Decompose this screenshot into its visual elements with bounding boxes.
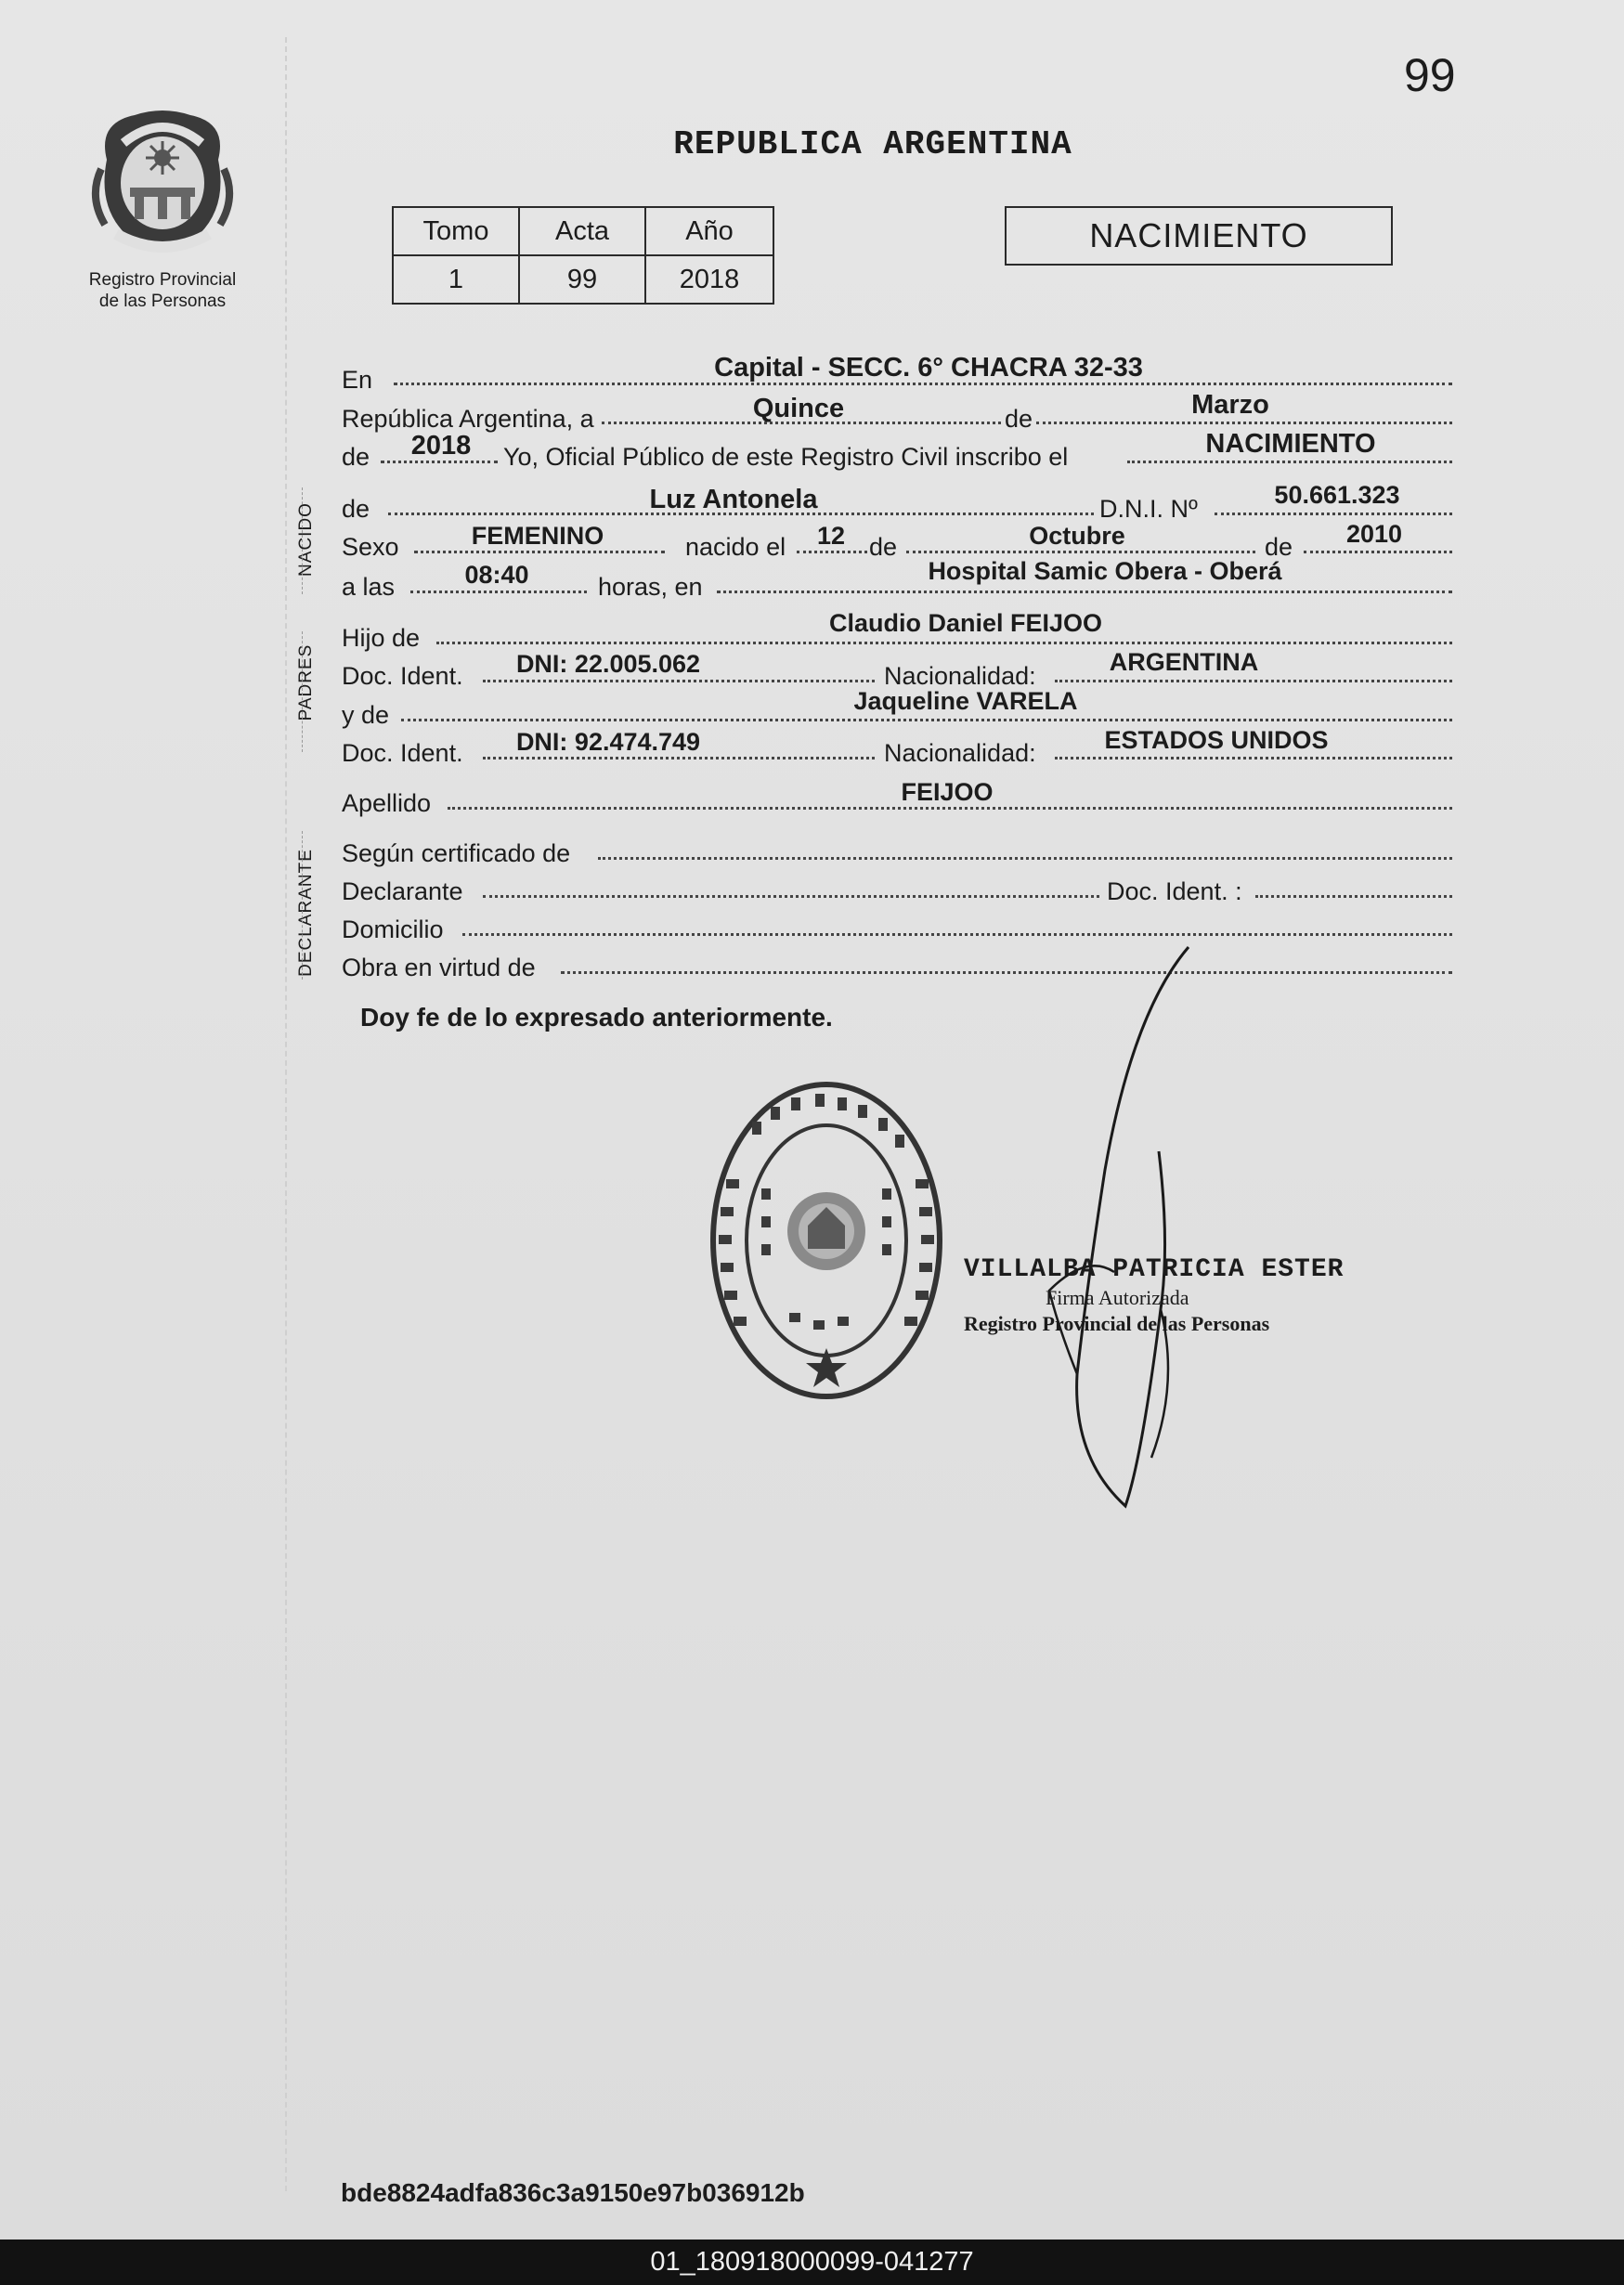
father-name-value: Claudio Daniel FEIJOO bbox=[828, 609, 1103, 637]
child-dni-value: 50.661.323 bbox=[1274, 481, 1400, 509]
obra-label: Obra en virtud de bbox=[342, 954, 536, 981]
birth-month-value: Octubre bbox=[1029, 522, 1125, 550]
certificado-label: Según certificado de bbox=[342, 839, 571, 867]
acta-value: 99 bbox=[519, 255, 645, 304]
year-value: 2018 bbox=[410, 431, 472, 461]
horas-label: horas, en bbox=[598, 573, 703, 601]
signer-role: Firma Autorizada bbox=[1046, 1286, 1189, 1309]
tomo-header: Tomo bbox=[393, 207, 519, 255]
day-value: Quince bbox=[752, 394, 845, 423]
signer-office: Registro Provincial de las Personas bbox=[964, 1312, 1270, 1335]
registry-name-caption: Registro Provincial de las Personas bbox=[88, 270, 237, 311]
mother-name-value: Jaqueline VARELA bbox=[853, 687, 1078, 715]
footer-code-bar bbox=[0, 2240, 1624, 2285]
birth-place-value: Hospital Samic Obera - Oberá bbox=[928, 557, 1282, 585]
margin-line bbox=[285, 37, 287, 2191]
handwritten-signature bbox=[1021, 938, 1226, 1513]
registry-seal-stamp bbox=[706, 1077, 947, 1404]
father-nationality-value: ARGENTINA bbox=[1109, 648, 1259, 676]
doc-ident-label: Doc. Ident. bbox=[342, 739, 463, 767]
anio-header: Año bbox=[645, 207, 773, 255]
closing-statement: Doy fe de lo expresado anteriormente. bbox=[360, 1003, 833, 1032]
dotted-leader bbox=[401, 717, 1452, 721]
document-title: REPUBLICA ARGENTINA bbox=[673, 125, 1072, 163]
republica-label: República Argentina, a bbox=[342, 405, 594, 433]
sex-value: FEMENINO bbox=[471, 522, 604, 550]
de-label: de bbox=[1265, 533, 1293, 561]
father-doc-value: DNI: 22.005.062 bbox=[515, 650, 701, 678]
dotted-leader bbox=[1304, 549, 1452, 553]
footer-code: 01_180918000099-041277 bbox=[650, 2247, 974, 2277]
table-header-row bbox=[393, 207, 773, 255]
mother-nationality-value: ESTADOS UNIDOS bbox=[1104, 726, 1329, 754]
hijo-label: Hijo de bbox=[342, 624, 421, 652]
dotted-leader bbox=[717, 589, 1452, 593]
table-row bbox=[393, 255, 773, 304]
document-hash: bde8824adfa836c3a9150e97b036912b bbox=[341, 2178, 805, 2207]
side-label-nacido: NACIDO bbox=[296, 502, 316, 577]
nacionalidad-label: Nacionalidad: bbox=[884, 739, 1036, 767]
yde-label: y de bbox=[342, 701, 390, 729]
de-label: de bbox=[342, 443, 370, 471]
acta-header: Acta bbox=[519, 207, 645, 255]
dotted-leader bbox=[1055, 755, 1452, 760]
dni-label: D.N.I. Nº bbox=[1099, 495, 1198, 523]
en-label: En bbox=[342, 366, 373, 394]
side-label-padres: PADRES bbox=[296, 643, 316, 721]
registry-table bbox=[392, 206, 774, 305]
de-label: de bbox=[869, 533, 898, 561]
act-type-box: NACIMIENTO bbox=[1005, 206, 1393, 266]
surname-value: FEIJOO bbox=[901, 778, 994, 806]
sexo-label: Sexo bbox=[342, 533, 399, 561]
apellido-label: Apellido bbox=[342, 789, 432, 817]
child-name-value: Luz Antonela bbox=[649, 485, 818, 514]
dotted-leader bbox=[436, 640, 1452, 644]
dotted-leader bbox=[561, 969, 1452, 974]
inscription-type-value: NACIMIENTO bbox=[1205, 429, 1376, 459]
nacionalidad-label: Nacionalidad: bbox=[884, 662, 1036, 690]
dotted-leader bbox=[598, 855, 1452, 860]
page-number: 99 bbox=[1404, 49, 1456, 101]
birth-time-value: 08:40 bbox=[464, 561, 529, 589]
dotted-leader bbox=[1215, 511, 1452, 515]
birth-day-value: 12 bbox=[816, 522, 846, 550]
province-coat-of-arms-logo bbox=[88, 104, 237, 262]
dotted-leader bbox=[462, 931, 1452, 936]
de-label: de bbox=[1005, 405, 1033, 433]
mother-doc-value: DNI: 92.474.749 bbox=[515, 728, 701, 756]
dotted-leader bbox=[1255, 893, 1452, 898]
tomo-value: 1 bbox=[393, 255, 519, 304]
oficial-text: Yo, Oficial Público de este Registro Civil inscribo el bbox=[503, 443, 1069, 471]
nombre-label: de bbox=[342, 495, 370, 523]
padres-bracket bbox=[302, 631, 303, 752]
declarante-doc-label: Doc. Ident. : bbox=[1107, 877, 1242, 905]
anio-value: 2018 bbox=[645, 255, 773, 304]
birth-year-value: 2010 bbox=[1345, 520, 1403, 548]
doc-ident-label: Doc. Ident. bbox=[342, 662, 463, 690]
side-label-declarante: DECLARANTE bbox=[296, 849, 316, 977]
nacido-bracket bbox=[302, 487, 303, 594]
month-value: Marzo bbox=[1191, 390, 1269, 420]
dotted-leader bbox=[1055, 678, 1452, 682]
signer-name: VILLALBA PATRICIA ESTER bbox=[964, 1255, 1345, 1284]
domicilio-label: Domicilio bbox=[342, 915, 444, 943]
location-value: Capital - SECC. 6° CHACRA 32-33 bbox=[714, 353, 1143, 383]
alas-label: a las bbox=[342, 573, 396, 601]
declarante-bracket bbox=[302, 831, 303, 980]
declarante-label: Declarante bbox=[342, 877, 463, 905]
dotted-leader bbox=[483, 893, 1099, 898]
nacido-label: nacido el bbox=[685, 533, 786, 561]
